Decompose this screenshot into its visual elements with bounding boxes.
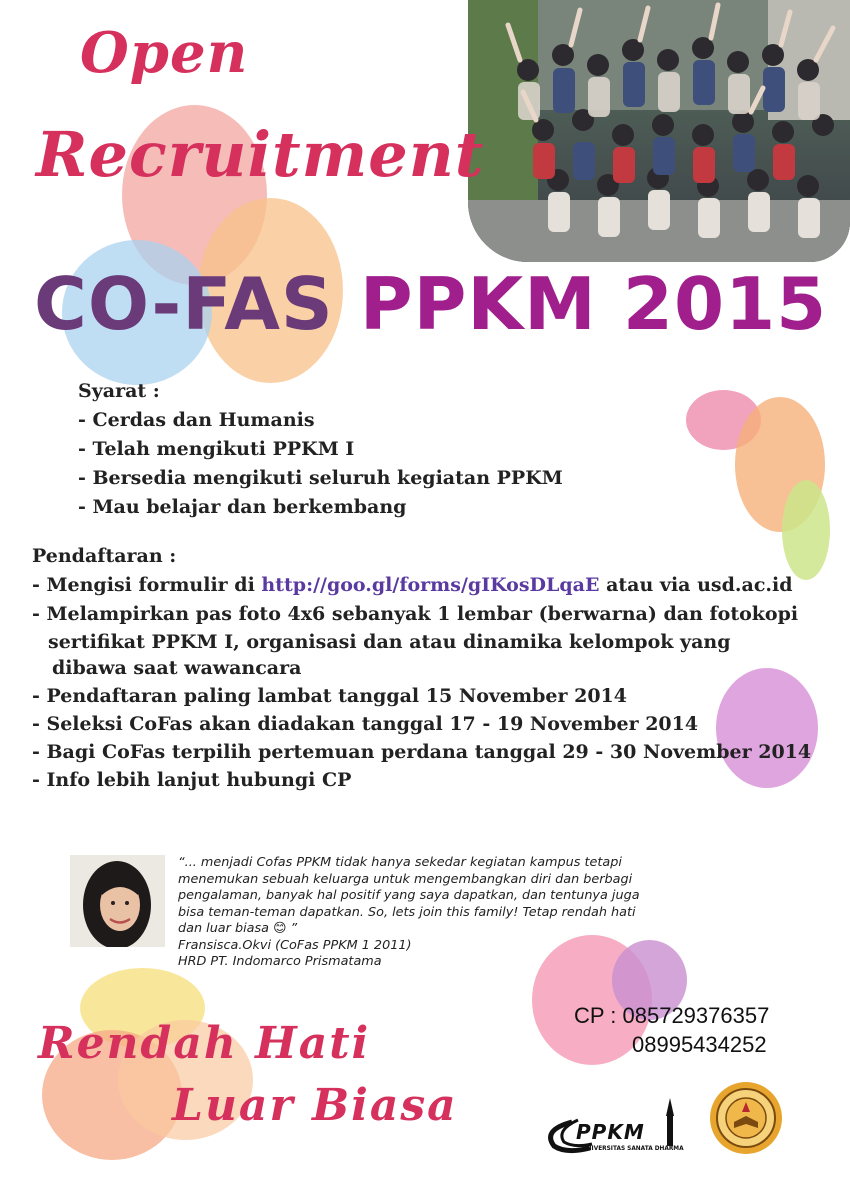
- avatar-illustration: [70, 855, 165, 947]
- testimonial-quote: [178, 855, 698, 971]
- ppkm-logo-text: PPKM: [576, 1120, 645, 1144]
- bubble-purple-right: [716, 668, 818, 788]
- registration-line-deadline: - Pendaftaran paling lambat tanggal 15 November 2014: [32, 685, 627, 707]
- headline-ppkm-2015: PPKM 2015: [359, 262, 828, 346]
- registration-line-photo-cont2: dibawa saat wawancara: [52, 657, 302, 679]
- registration-title: Pendaftaran :: [32, 545, 177, 567]
- ppkm-logo: [536, 1090, 686, 1162]
- slogan-rendah-hati: Rendah Hati: [38, 1018, 371, 1069]
- requirements-title: Syarat :: [78, 380, 160, 402]
- registration-line-form-suffix: atau via usd.ac.id: [599, 574, 793, 596]
- registration-line-form: [32, 574, 793, 596]
- university-seal-mark: [708, 1080, 784, 1156]
- registration-line-form-prefix: - Mengisi formulir di: [32, 574, 262, 596]
- university-seal: [708, 1080, 784, 1156]
- registration-line-photo-cont: sertifikat PPKM I, organisasi dan atau dinamika kelompok yang: [48, 631, 731, 653]
- bubble-green-right: [782, 480, 830, 580]
- quote-author: Fransisca.Okvi (CoFas PPKM 1 2011): [178, 937, 412, 953]
- title-recruitment: Recruitment: [36, 118, 485, 191]
- group-photo: [468, 0, 850, 262]
- registration-line-info: - Info lebih lanjut hubungi CP: [32, 769, 352, 791]
- contact-phone-2: 08995434252: [632, 1032, 767, 1057]
- quote-author-position: HRD PT. Indomarco Prismatama: [178, 954, 382, 969]
- ppkm-logo-subtext: UNIVERSITAS SANATA DHARMA: [582, 1146, 684, 1152]
- registration-line-selection: - Seleksi CoFas akan diadakan tanggal 17 - 19 November 2014: [32, 713, 699, 735]
- quote-line: bisa teman-teman dapatkan. So, lets join this family! Tetap rendah hati: [178, 904, 636, 920]
- quote-line: menemukan sebuah keluarga untuk mengembangkan diri dan berbagi: [178, 871, 633, 887]
- requirement-item: - Telah mengikuti PPKM I: [78, 438, 355, 460]
- form-link[interactable]: http://goo.gl/forms/gIKosDLqaE: [261, 574, 600, 596]
- headline: [34, 262, 827, 346]
- quote-line: pengalaman, banyak hal positif yang saya dapatkan, dan tentunya juga: [178, 888, 640, 903]
- registration-line-photo: - Melampirkan pas foto 4x6 sebanyak 1 lembar (berwarna) dan fotokopi: [32, 603, 799, 625]
- requirement-item: - Mau belajar dan berkembang: [78, 496, 407, 518]
- headline-cofas: CO-FAS: [34, 262, 334, 346]
- slogan-luar-biasa: Luar Biasa: [172, 1080, 458, 1131]
- quote-line: dan luar biasa 😊 ”: [178, 921, 298, 936]
- requirement-item: - Cerdas dan Humanis: [78, 409, 315, 431]
- testimonial-avatar: [70, 855, 165, 947]
- title-open: Open: [80, 20, 249, 86]
- quote-line: “... menjadi Cofas PPKM tidak hanya sekedar kegiatan kampus tetapi: [178, 855, 622, 870]
- contact-phone-1: CP : 085729376357: [574, 1003, 770, 1028]
- requirement-item: - Bersedia mengikuti seluruh kegiatan PPKM: [78, 467, 563, 489]
- group-photo-illustration: [468, 0, 850, 262]
- registration-line-meeting: - Bagi CoFas terpilih pertemuan perdana tanggal 29 - 30 November 2014: [32, 741, 812, 763]
